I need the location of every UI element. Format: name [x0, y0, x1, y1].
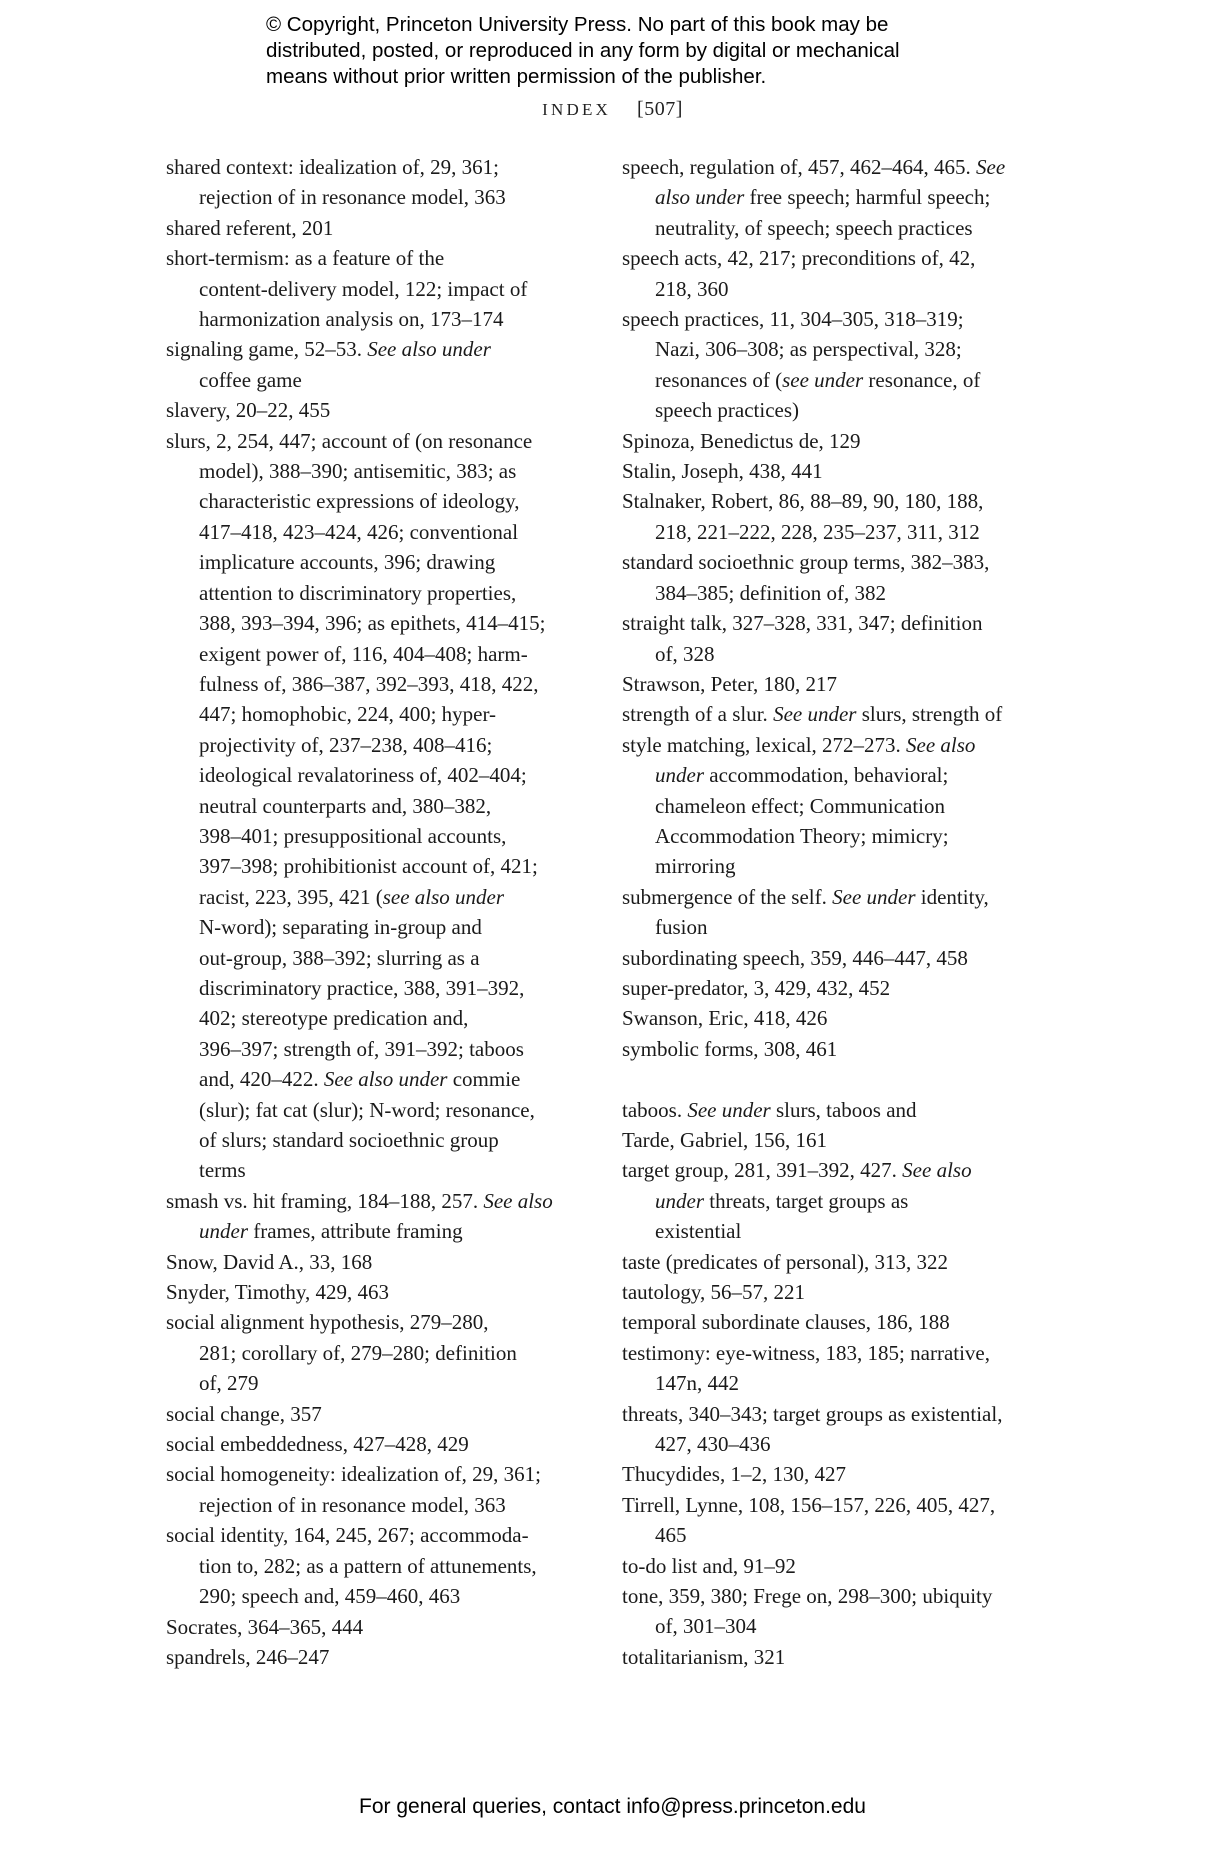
index-entry: temporal subordinate clauses, 186, 188 [622, 1310, 950, 1335]
index-entry: style matching, lexical, 272–273. See also under accommodation, behavioral; chameleon effect; Communication Accommodation Theory; mimicry; mirroring [622, 732, 976, 879]
index-entry: shared context: idealization of, 29, 361; rejection of in resonance model, 363 [166, 155, 506, 210]
index-entry: Stalnaker, Robert, 86, 88–89, 90, 180, 188, 218, 221–222, 228, 235–237, 311, 312 [622, 489, 984, 544]
index-entry: slurs, 2, 254, 447; account of (on resonance model), 388–390; antisemitic, 383; as characteristic expressions of ideology, 417–418, 423–424, 426; conventional implicature accounts, 396; drawing attention to discriminatory properties, 388, 393–394, 396; as epithets, 414–415; exigent power of, 116, 404–408; harm- fulness of, 386–387, 392–393, 418, 422, 447; homophobic, 224, 400; hyper- projectivity of, 237–238, 408–416; ideological revalatoriness of, 402–404; neutral counterparts and, 380–382, 398–401; presuppositional accounts, 397–398; prohibitionist account of, 421; racist, 223, 395, 421 (see also under N-word); separating in-group and out-group, 388–392; slurring as a discriminatory practice, 388, 391–392, 402; stereotype predication and, 396–397; strength of, 391–392; taboos and, 420–422. See also under commie (slur); fat cat (slur); N-word; resonance, of slurs; standard socioethnic group terms [166, 428, 546, 1183]
index-entry: Snow, David A., 33, 168 [166, 1249, 373, 1274]
index-entry: slavery, 20–22, 455 [166, 398, 331, 423]
index-entry: Thucydides, 1–2, 130, 427 [622, 1462, 846, 1487]
index-entry: tautology, 56–57, 221 [622, 1280, 805, 1305]
index-entry: standard socioethnic group terms, 382–383, 384–385; definition of, 382 [622, 550, 990, 605]
running-head [0, 98, 1225, 121]
index-entry: Spinoza, Benedictus de, 129 [622, 428, 861, 453]
copyright-line: distributed, posted, or reproduced in any form by digital or mechanical [266, 39, 900, 62]
index-entry: Tarde, Gabriel, 156, 161 [622, 1127, 827, 1152]
index-entry: smash vs. hit framing, 184–188, 257. See also under frames, attribute framing [166, 1188, 553, 1244]
index-entry: social identity, 164, 245, 267; accommoda- tion to, 282; as a pattern of attunements, 290; speech and, 459–460, 463 [166, 1523, 537, 1609]
index-entry: Snyder, Timothy, 429, 463 [166, 1280, 390, 1305]
index-column-left [166, 152, 586, 1672]
index-entry: straight talk, 327–328, 331, 347; definition of, 328 [622, 611, 983, 666]
index-entry: tone, 359, 380; Frege on, 298–300; ubiquity of, 301–304 [622, 1584, 993, 1639]
index-entry: social alignment hypothesis, 279–280, 281; corollary of, 279–280; definition of, 279 [166, 1310, 517, 1396]
index-entry: short-termism: as a feature of the content-delivery model, 122; impact of harmonization analysis on, 173–174 [166, 246, 528, 332]
index-entry: speech acts, 42, 217; preconditions of, 42, 218, 360 [622, 246, 976, 301]
index-entry: subordinating speech, 359, 446–447, 458 [622, 945, 968, 970]
index-entry: social homogeneity: idealization of, 29, 361; rejection of in resonance model, 363 [166, 1462, 541, 1517]
index-entry: Strawson, Peter, 180, 217 [622, 671, 837, 696]
index-entry: Socrates, 364–365, 444 [166, 1614, 364, 1639]
index-entry: Stalin, Joseph, 438, 441 [622, 459, 823, 484]
index-entry: Swanson, Eric, 418, 426 [622, 1006, 828, 1031]
index-entry: Tirrell, Lynne, 108, 156–157, 226, 405, 427, 465 [622, 1492, 996, 1548]
index-entry: social change, 357 [166, 1401, 322, 1426]
copyright-line: means without prior written permission of the publisher. [266, 65, 767, 88]
index-entry: speech, regulation of, 457, 462–464, 465. See also under free speech; harmful speech; neutrality, of speech; speech practices [622, 155, 1006, 240]
index-entry: threats, 340–343; target groups as existential, 427, 430–436 [622, 1401, 1003, 1457]
copyright-notice [266, 12, 1026, 90]
running-title: INDEX [542, 100, 612, 119]
index-entry: target group, 281, 391–392, 427. See also under threats, target groups as existential [622, 1158, 972, 1244]
index-entry: symbolic forms, 308, 461 [622, 1036, 838, 1061]
index-entry: social embeddedness, 427–428, 429 [166, 1432, 469, 1457]
index-entry: signaling game, 52–53. See also under coffee game [166, 337, 491, 392]
page-number: [507] [637, 98, 683, 120]
copyright-line: © Copyright, Princeton University Press. No part of this book may be [266, 13, 889, 36]
index-column-right [622, 152, 1042, 1672]
footer-contact: For general queries, contact info@press.princeton.edu [359, 1795, 866, 1818]
index-entry: speech practices, 11, 304–305, 318–319; Nazi, 306–308; as perspectival, 328; resonances of (see under resonance, of speech practices) [622, 307, 981, 423]
index-entry: taste (predicates of personal), 313, 322 [622, 1249, 948, 1274]
index-entry: submergence of the self. See under identity, fusion [622, 884, 989, 940]
index-entry: to-do list and, 91–92 [622, 1553, 796, 1578]
index-entry: testimony: eye-witness, 183, 185; narrative, 147n, 442 [622, 1340, 991, 1396]
index-entry: shared referent, 201 [166, 215, 334, 240]
index-entry: taboos. See under slurs, taboos and [622, 1097, 917, 1122]
index-entry: spandrels, 246–247 [166, 1644, 330, 1669]
index-entry: strength of a slur. See under slurs, strength of [622, 702, 1003, 727]
index-entry: super-predator, 3, 429, 432, 452 [622, 975, 891, 1000]
index-entry: totalitarianism, 321 [622, 1644, 786, 1669]
